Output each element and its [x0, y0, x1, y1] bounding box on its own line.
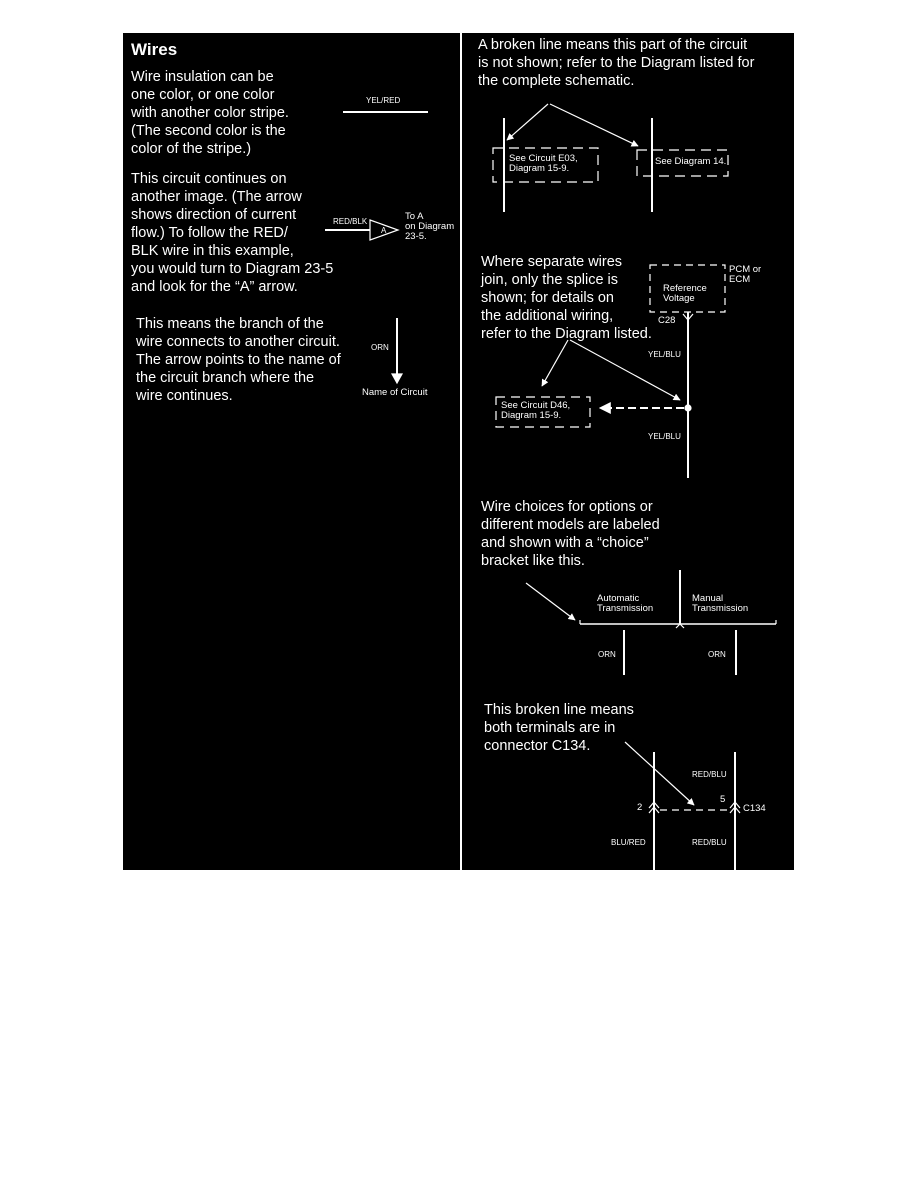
- c134-top-right-wire-label: RED/BLU: [692, 770, 727, 779]
- branch-arrowhead: [392, 374, 402, 383]
- choice-pointer: [526, 583, 575, 620]
- choice-description: Wire choices for options or different models are labeled and shown with a “choice” bracket like this.: [481, 499, 660, 569]
- splice-dot: [685, 405, 691, 411]
- ref-box-1-text: See Circuit E03, Diagram 15-9.: [509, 153, 578, 174]
- choice-left-option: Automatic Transmission: [597, 593, 654, 614]
- c134-terminal-left-number: 2: [637, 802, 643, 813]
- branch-description: This means the branch of the wire connects to another circuit. The arrow points to the name of the circuit branch where the wire continues.: [136, 316, 341, 404]
- branch-circuit-name: Name of Circuit: [362, 387, 428, 398]
- c134-connector-label: C134: [743, 803, 766, 814]
- pointer-line-splice-right: [570, 340, 680, 400]
- c134-pointer: [625, 742, 694, 805]
- connector-description: This broken line means both terminals are in connector C134.: [484, 702, 634, 754]
- splice-description: Where separate wires join, only the splice is shown; for details on the additional wiring, refer to the Diagram listed.: [481, 254, 652, 342]
- connector-c28-label: C28: [658, 315, 676, 326]
- pointer-line-right: [550, 104, 638, 146]
- choice-right-option: Manual Transmission: [692, 593, 749, 614]
- pointer-line-left: [507, 104, 548, 140]
- continues-target: To A on Diagram 23-5.: [405, 211, 455, 242]
- continues-description: This circuit continues on another image. (The arrow shows direction of current flow.) To follow the RED/ BLK wire in this example, you would turn to Diagram 23-5 and look for the “A” arrow.: [131, 171, 334, 295]
- splice-wire-bottom-label: YEL/BLU: [648, 432, 681, 441]
- reference-voltage-label: Reference Voltage: [663, 283, 707, 304]
- continues-wire-label: RED/BLK: [333, 217, 368, 226]
- splice-wire-top-label: YEL/BLU: [648, 350, 681, 359]
- wires-title: Wires: [131, 40, 178, 59]
- choice-left-wire-label: ORN: [598, 650, 616, 659]
- continues-arrow-letter: A: [381, 226, 387, 235]
- ref-box-3-text: See Circuit D46, Diagram 15-9.: [501, 400, 571, 421]
- pointer-line-splice-left: [542, 340, 568, 386]
- c134-terminal-right-number: 5: [720, 794, 726, 805]
- module-label: PCM or ECM: [729, 264, 762, 285]
- insulation-description: Wire insulation can be one color, or one color with another color stripe. (The second color is the color of the stripe.): [131, 69, 289, 157]
- broken-line-description: A broken line means this part of the circuit is not shown; refer to the Diagram listed for the complete schematic.: [478, 37, 755, 89]
- branch-wire-label: ORN: [371, 343, 389, 352]
- c134-bottom-right-wire-label: RED/BLU: [692, 838, 727, 847]
- ref-box-2-text: See Diagram 14.: [655, 156, 727, 167]
- insulation-wire-label: YEL/RED: [366, 96, 401, 105]
- c134-bottom-left-wire-label: BLU/RED: [611, 838, 646, 847]
- choice-right-wire-label: ORN: [708, 650, 726, 659]
